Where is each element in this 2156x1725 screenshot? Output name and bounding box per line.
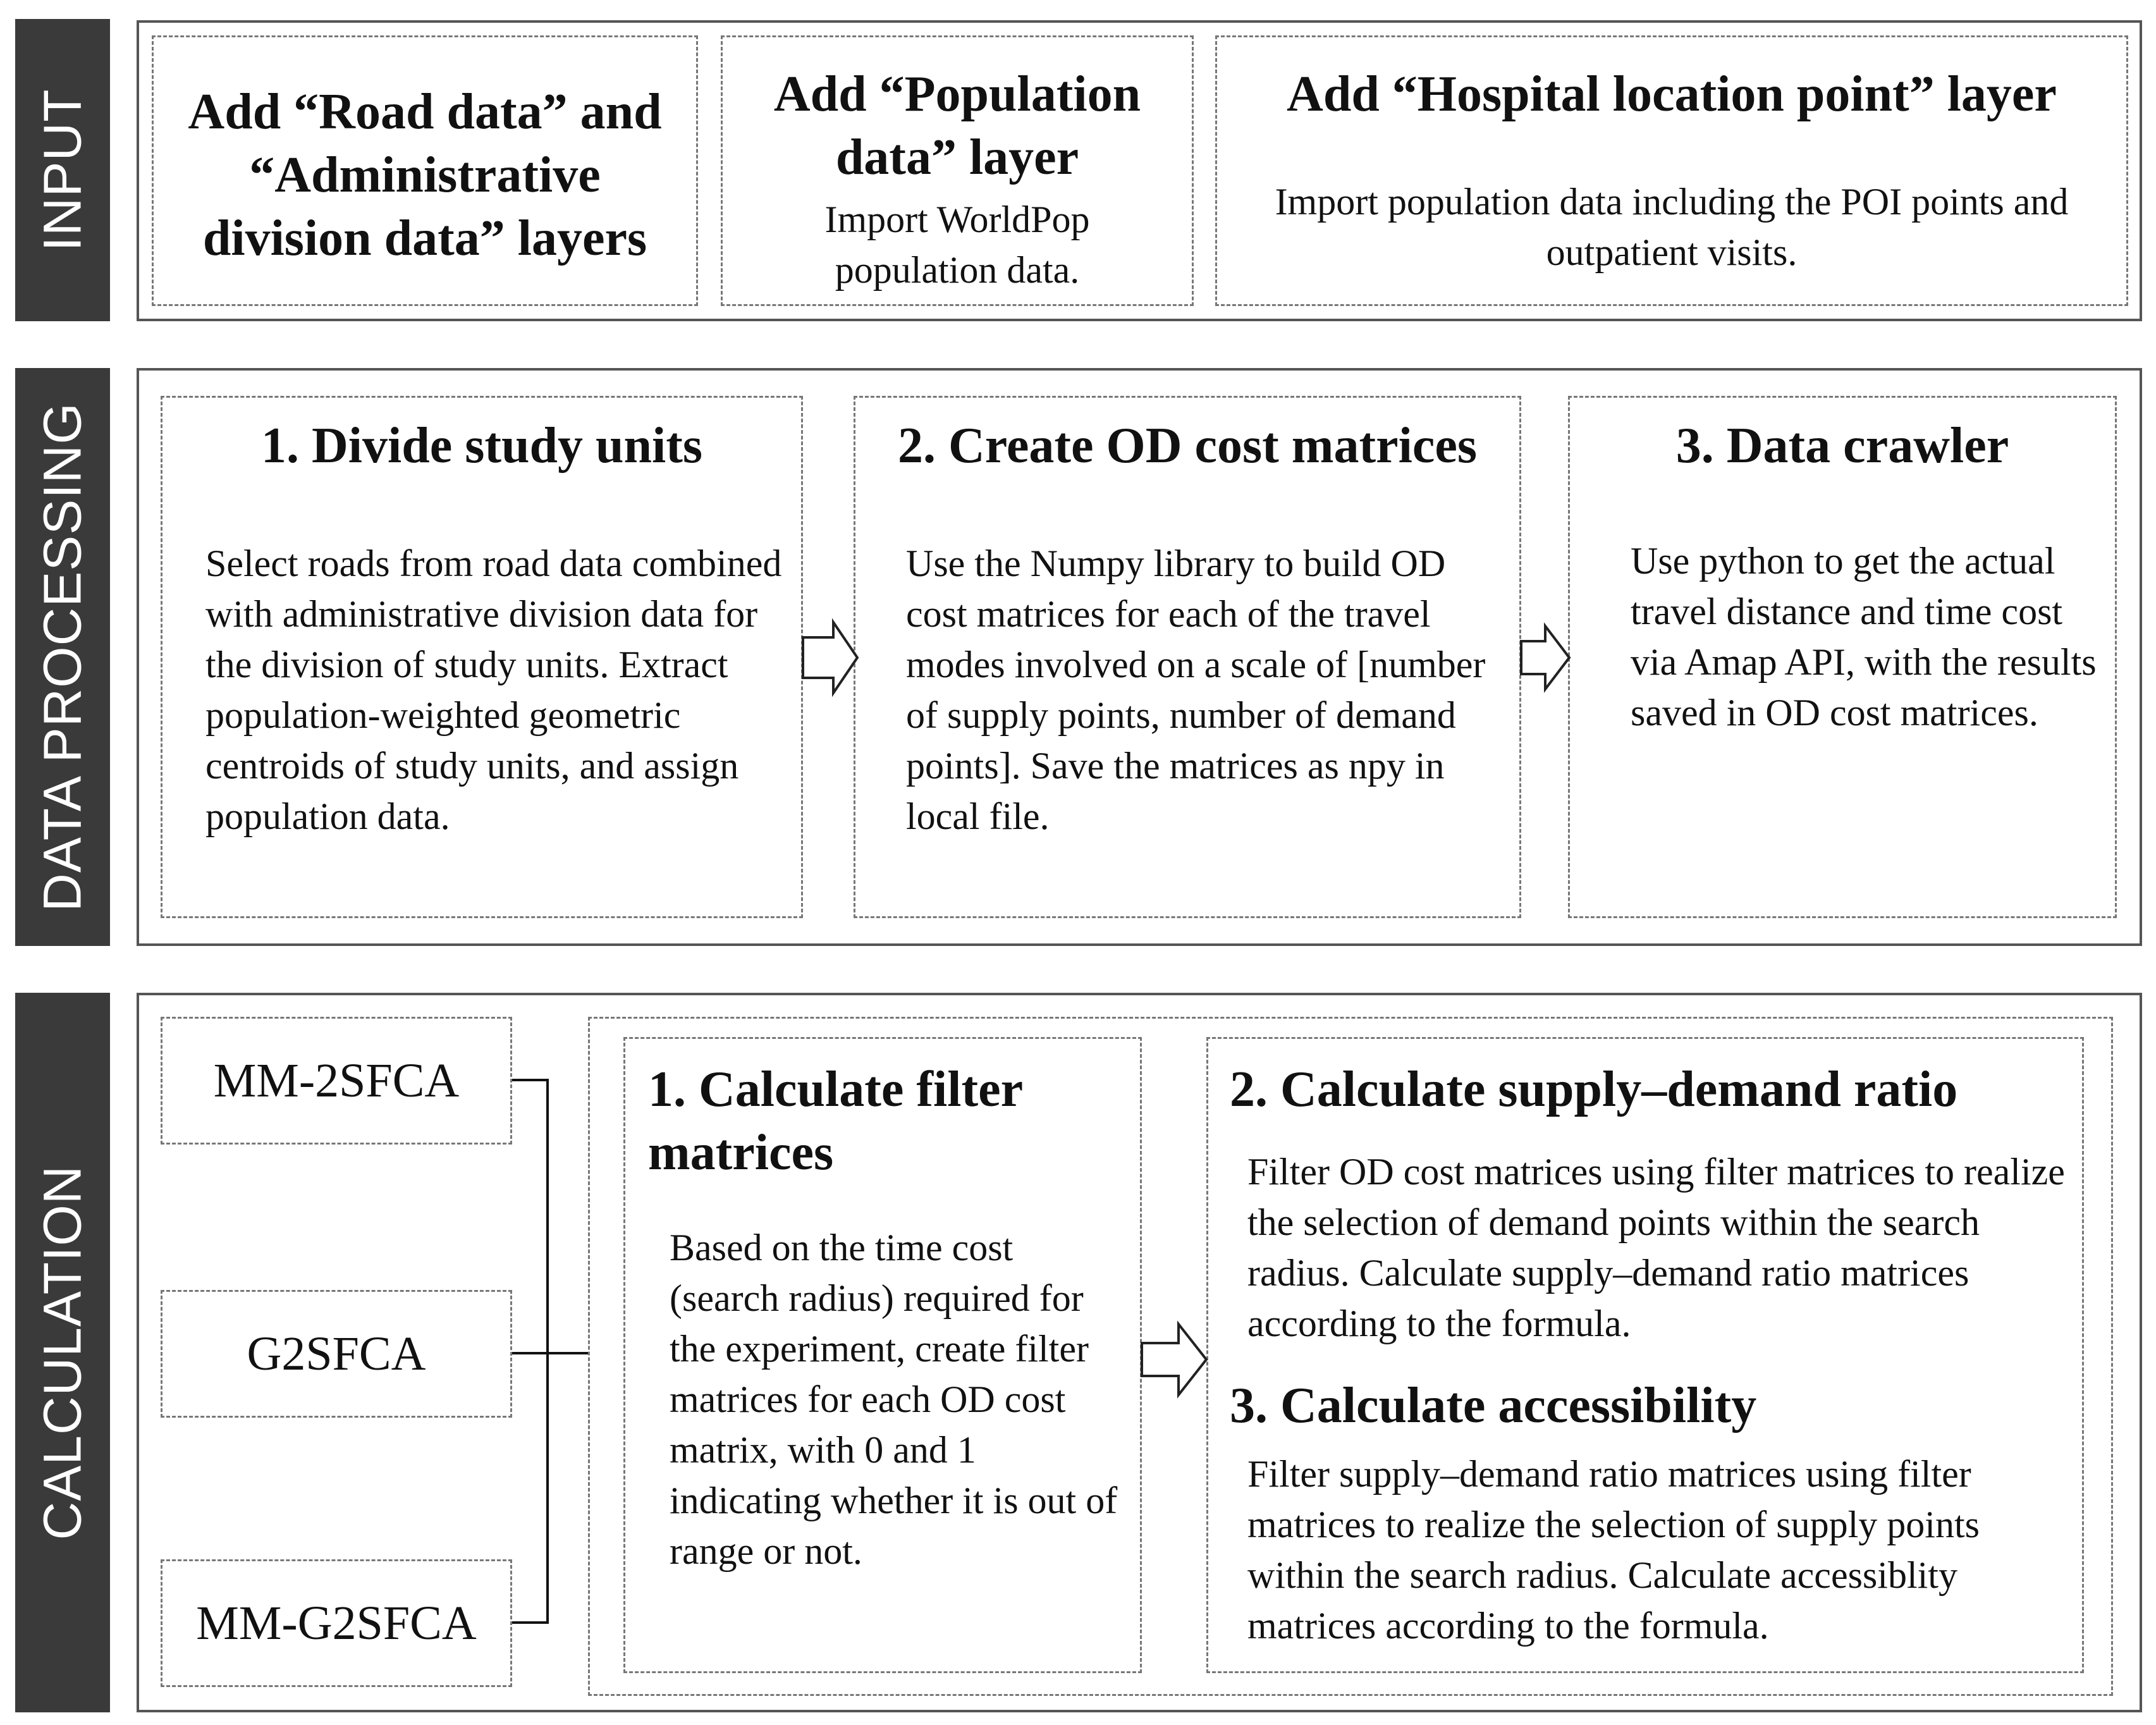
filter-matrices-title: 1. Calculate filter matrices: [648, 1062, 1022, 1181]
supply-demand-ratio-title: 2. Calculate supply–demand ratio: [1230, 1062, 1958, 1117]
section-label-processing-text: DATA PROCESSING: [32, 402, 92, 912]
create-od-matrices-desc: Use the Numpy library to build OD cost matrices for each of the travel modes involved on a scale of [number of supply points, number of demand points]. Save the matrices as npy in local file.: [906, 543, 1486, 837]
method-label-mm-2sfca: MM-2SFCA: [213, 1054, 460, 1107]
hospital-data-desc: Import population data including the POI points and outpatient visits.: [1275, 181, 2069, 273]
arrow-right-icon: [803, 622, 857, 693]
accessibility-title: 3. Calculate accessibility: [1230, 1378, 1757, 1433]
method-label-g2sfca: G2SFCA: [247, 1327, 426, 1380]
section-label-calculation-text: CALCULATION: [32, 1165, 92, 1540]
accessibility-desc: Filter supply–demand ratio matrices using filter matrices to realize the selection of supply points within the search radius. Calculate accessiblity matrices according to the formula.: [1247, 1453, 1980, 1647]
population-data-title: Add “Population data” layer: [773, 66, 1141, 185]
data-crawler-desc: Use python to get the actual travel distance and time cost via Amap API, with the results saved in OD cost matrices.: [1631, 540, 2097, 734]
filter-matrices-desc: Based on the time cost (search radius) required for the experiment, create filter matrices for each OD cost matrix, with 0 and 1 indicating whether it is out of range or not.: [670, 1227, 1118, 1572]
arrow-right-icon: [1142, 1324, 1206, 1395]
data-crawler-title: 3. Data crawler: [1675, 418, 2009, 474]
method-bracket-connector: [512, 1080, 588, 1623]
create-od-matrices-title: 2. Create OD cost matrices: [898, 418, 1477, 474]
method-label-mm-g2sfca: MM-G2SFCA: [196, 1597, 477, 1650]
supply-demand-ratio-desc: Filter OD cost matrices using filter matrices to realize the selection of demand points within the search radius. Calculate supply–demand ratio matrices according to the formula.: [1247, 1151, 2065, 1344]
population-data-desc: Import WorldPop population data.: [824, 199, 1090, 291]
arrow-right-icon: [1521, 626, 1569, 689]
divide-study-units-title: 1. Divide study units: [261, 418, 702, 474]
divide-study-units-desc: Select roads from road data combined with administrative division data for the division of study units. Extract population-weighted geometric centroids of study units, and assign population data.: [205, 543, 782, 837]
hospital-data-title: Add “Hospital location point” layer: [1287, 66, 2057, 122]
section-label-input-text: INPUT: [32, 89, 92, 252]
road-data-title: Add “Road data” and “Administrative division data” layers: [188, 84, 662, 266]
